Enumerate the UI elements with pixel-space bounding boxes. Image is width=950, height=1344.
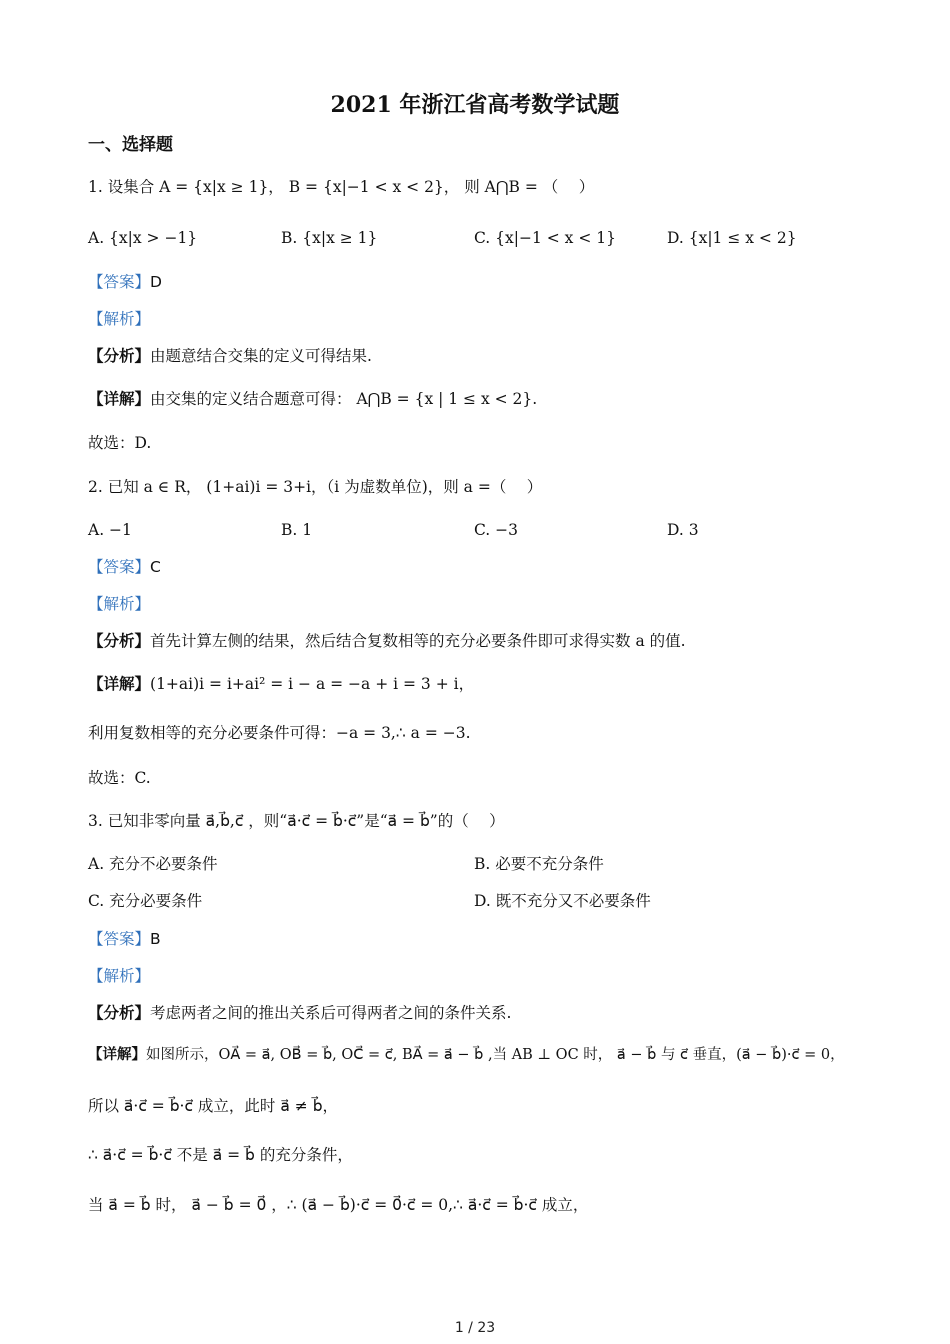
q2-derivation: 利用复数相等的充分必要条件可得：−a = 3,∴ a = −3. [88, 724, 471, 742]
q3-answer [88, 927, 161, 951]
xiangjie-tag: 【详解】 [88, 674, 151, 693]
xiangjie-tag: 【详解】 [88, 389, 151, 408]
fenxi-text: 首先计算左侧的结果，然后结合复数相等的充分必要条件即可求得实数 a 的值. [150, 632, 686, 650]
answer-tag: 【答案】 [88, 273, 151, 291]
fenxi-tag: 【分析】 [88, 1003, 151, 1022]
q2-fenxi [88, 629, 686, 653]
answer-value: C [150, 558, 161, 576]
q1-stem: 1. 设集合 A = {x|x ≥ 1}， B = {x|−1 < x < 2}， 则 A⋂B = （ ） [88, 178, 595, 196]
q3-jiexi [88, 964, 150, 988]
q3-option-c: C. 充分必要条件 [88, 892, 203, 910]
q1-answer [88, 270, 162, 294]
q2-answer [88, 555, 161, 579]
q3-line4: 当 a⃗ = b⃗ 时， a⃗ − b⃗ = 0⃗ ，∴ (a⃗ − b⃗)·c⃗ = 0⃗·c⃗ = 0,∴ a⃗·c⃗ = b⃗·c⃗ 成立， [88, 1196, 589, 1214]
answer-tag: 【答案】 [88, 558, 151, 576]
q2-jiexi [88, 592, 150, 616]
xiangjie-text: 如图所示，OA⃗ = a⃗, OB⃗ = b⃗, OC⃗ = c⃗, BA⃗ = a⃗ − b⃗ ,当 AB ⊥ OC 时， a⃗ − b⃗ 与 c⃗ 垂直，(a⃗ − b⃗)·c⃗ = 0， [146, 1047, 845, 1063]
q1-jiexi [88, 307, 150, 331]
q3-line2: 所以 a⃗·c⃗ = b⃗·c⃗ 成立，此时 a⃗ ≠ b⃗， [88, 1097, 339, 1115]
q3-stem: 3. 已知非零向量 a⃗,b⃗,c⃗ ，则“a⃗·c⃗ = b⃗·c⃗”是“a⃗ = b⃗”的（ ） [88, 812, 505, 830]
q3-xiangjie [88, 1043, 845, 1067]
q2-option-d: D. 3 [667, 521, 699, 539]
q3-fenxi [88, 1001, 511, 1025]
q2-stem: 2. 已知 a ∈ R， (1+ai)i = 3+i，（i 为虚数单位)，则 a =（ ） [88, 478, 543, 496]
answer-tag: 【答案】 [88, 930, 151, 948]
q2-conclusion: 故选：C. [88, 769, 151, 787]
q3-option-a: A. 充分不必要条件 [88, 855, 218, 873]
q1-conclusion: 故选：D. [88, 434, 152, 452]
xiangjie-text: (1+ai)i = i+ai² = i − a = −a + i = 3 + i， [150, 675, 475, 693]
q1-option-c: C. {x|−1 < x < 1} [474, 229, 616, 247]
fenxi-tag: 【分析】 [88, 631, 151, 650]
q2-option-b: B. 1 [281, 521, 313, 539]
jiexi-tag: 【解析】 [88, 967, 151, 985]
jiexi-tag: 【解析】 [88, 595, 151, 613]
xiangjie-tag: 【详解】 [88, 1046, 146, 1063]
section-heading: 一、选择题 [88, 135, 173, 155]
q1-fenxi [88, 344, 372, 368]
q1-option-b: B. {x|x ≥ 1} [281, 229, 378, 247]
page-title: 2021 年浙江省高考数学试题 [330, 92, 620, 118]
q1-option-a: A. {x|x > −1} [88, 229, 198, 247]
jiexi-tag: 【解析】 [88, 310, 151, 328]
q3-option-d: D. 既不充分又不必要条件 [474, 892, 651, 910]
q2-option-a: A. −1 [88, 521, 132, 539]
answer-value: B [150, 930, 161, 948]
q1-xiangjie [88, 387, 537, 411]
xiangjie-text: 由交集的定义结合题意可得： A⋂B = {x | 1 ≤ x < 2}. [150, 390, 538, 408]
q2-xiangjie [88, 672, 474, 696]
q2-option-c: C. −3 [474, 521, 519, 539]
q1-option-d: D. {x|1 ≤ x < 2} [667, 229, 797, 247]
fenxi-text: 考虑两者之间的推出关系后可得两者之间的条件关系. [150, 1004, 512, 1022]
q3-option-b: B. 必要不充分条件 [474, 855, 604, 873]
fenxi-tag: 【分析】 [88, 346, 151, 365]
answer-value: D [150, 273, 162, 291]
q3-line3: ∴ a⃗·c⃗ = b⃗·c⃗ 不是 a⃗ = b⃗ 的充分条件， [88, 1146, 353, 1164]
fenxi-text: 由题意结合交集的定义可得结果. [150, 347, 372, 365]
page-number: 1 / 23 [454, 1320, 496, 1336]
